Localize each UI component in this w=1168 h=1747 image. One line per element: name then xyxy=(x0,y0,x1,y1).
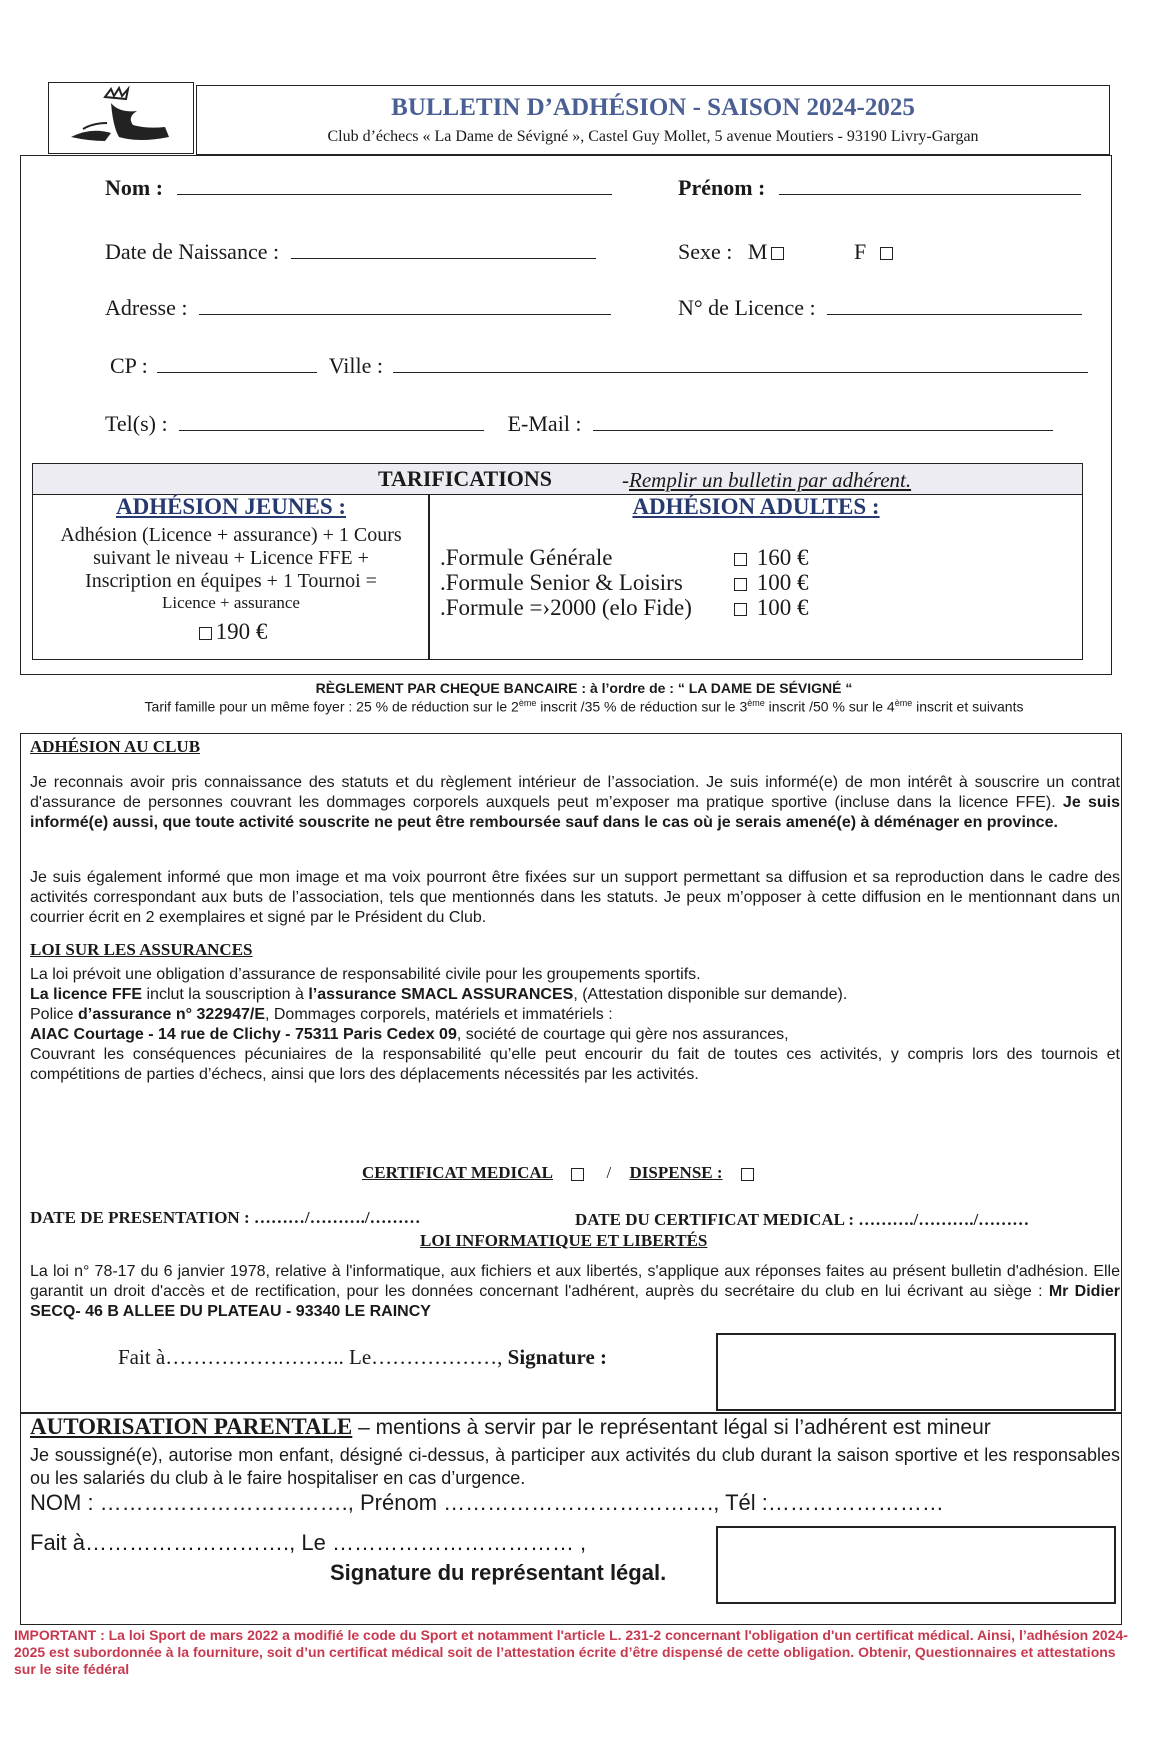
formule-row xyxy=(440,570,809,595)
jeunes-price: 190 € xyxy=(215,619,268,644)
parentale-header xyxy=(30,1414,991,1440)
tarifs-header-band xyxy=(33,464,1082,495)
jeunes-line-2: suivant le niveau + Licence FFE + xyxy=(93,547,369,569)
parentale-text: Je soussigné(e), autorise mon enfant, désigné ci-dessus, à participer aux activités du club durant la saison sportive et les responsables ou les salariés du club à le faire hospitaliser en cas d’urgence. xyxy=(30,1445,1120,1488)
tarif-famille-a: Tarif famille pour un même foyer : 25 % de réduction sur le 2 xyxy=(144,698,519,715)
assurances-l3-a: Police xyxy=(30,1006,79,1023)
cp-field[interactable] xyxy=(157,354,317,373)
representant-signature-label: Signature du représentant légal. xyxy=(330,1560,667,1585)
reglement-line-1: RÈGLEMENT PAR CHEQUE BANCAIRE : à l’ordre de : “ LA DAME DE SÉVIGNÉ “ xyxy=(315,680,853,696)
representant-signature-box[interactable] xyxy=(716,1526,1116,1604)
page-subtitle: Club d’échecs « La Dame de Sévigné », Castel Guy Mollet, 5 avenue Moutiers - 93190 Livry-Gargan xyxy=(327,128,979,145)
tarif-famille-c: inscrit /50 % sur le 4 xyxy=(764,698,895,715)
licence-field[interactable] xyxy=(827,296,1082,315)
sexe-row xyxy=(678,239,897,265)
formule-label: .Formule =›2000 (elo Fide) xyxy=(440,595,692,620)
sup-eme-4: ème xyxy=(894,698,913,708)
aiac-courtage: AIAC Courtage - 14 rue de Clichy - 75311 Paris Cedex 09 xyxy=(30,1026,457,1043)
tarifs-note-text: Remplir un bulletin par adhérent. xyxy=(629,468,912,492)
email-label: E-Mail : xyxy=(507,411,582,436)
siege-address: Mr Didier SECQ- 46 B ALLEE DU PLATEAU - 93340 LE RAINCY xyxy=(30,1283,1121,1320)
sexe-m-label: M xyxy=(747,239,768,264)
tarif-famille-b: inscrit /35 % de réduction sur le 3 xyxy=(536,698,748,715)
assurances-l3-end: , Dommages corporels, matériels et immatériels : xyxy=(264,1006,613,1023)
sexe-label: Sexe : xyxy=(678,239,733,264)
email-field[interactable] xyxy=(593,412,1053,431)
formule-checkbox[interactable] xyxy=(734,578,747,591)
smacl: l’assurance SMACL ASSURANCES xyxy=(308,986,574,1003)
assurances-l4-end: , société de courtage qui gère nos assurances, xyxy=(456,1026,789,1043)
reglement-line-2 xyxy=(0,698,1168,715)
assurances-line-4 xyxy=(30,1025,1120,1045)
medical-row xyxy=(362,1163,758,1183)
tel-field[interactable] xyxy=(179,412,484,431)
tarif-famille-d: inscrit et suivants xyxy=(912,698,1024,715)
formule-price: 100 € xyxy=(756,595,809,620)
adultes-list xyxy=(440,545,809,620)
prenom-field[interactable] xyxy=(779,176,1081,195)
informatique-text xyxy=(30,1262,1120,1322)
adresse-row xyxy=(105,295,611,321)
sexe-f-checkbox[interactable] xyxy=(880,247,893,260)
prenom-label: Prénom : xyxy=(678,175,766,200)
jeunes-checkbox[interactable] xyxy=(199,627,212,640)
header-box xyxy=(196,85,1110,155)
assurances-l2-end: , (Attestation disponible sur demande). xyxy=(573,986,848,1003)
cp-label: CP : xyxy=(110,353,148,378)
jeunes-line-4: Licence + assurance xyxy=(162,593,300,612)
nom-row xyxy=(105,175,612,201)
important-notice: IMPORTANT : La loi Sport de mars 2022 a modifié le code du Sport et notamment l'article L. 231-2 concernant l'obligation d'un certificat médical. Ainsi, l’adhésion 2024-2025 est subordonnée à la fourniture, soit d’un certificat médical soit de l’attestation écrite d’être dispensé de cette obligation. Obtenir, Questionnaires et attestations sur le site fédéral xyxy=(14,1627,1128,1677)
sexe-m-checkbox[interactable] xyxy=(771,247,784,260)
jeunes-column xyxy=(34,494,428,645)
tel-row xyxy=(105,411,1053,437)
club-paragraph-2: Je suis également informé que mon image et ma voix pourront être fixées sur un support permettant sa diffusion et sa reproduction dans le cadre des activités correspondant aux buts de l’association, tels que mentionnés dans les statuts. Je peux m’opposer à cette diffusion en le mentionnant dans un courrier écrit en 2 exemplaires et signé par le Président du Club. xyxy=(30,869,1120,926)
formule-checkbox[interactable] xyxy=(734,603,747,616)
dispense-label: DISPENSE : xyxy=(629,1163,723,1182)
date-presentation: DATE DE PRESENTATION : ………/………./……… xyxy=(30,1208,421,1227)
informatique-title: LOI INFORMATIQUE ET LIBERTÉS xyxy=(420,1231,708,1250)
assurances-line-2 xyxy=(30,985,1120,1005)
assurances-title: LOI SUR LES ASSURANCES xyxy=(30,940,253,959)
adultes-title: ADHÉSION ADULTES : xyxy=(632,494,880,519)
assurances-l2-mid: inclut la souscription à xyxy=(142,986,309,1003)
assurances-line-5: Couvrant les conséquences pécuniaires de la responsabilité qu’elle peut encourir du fait de toutes ces activités, y compris lors des tournois et compétitions de parties d’échecs, ainsi que lors des déplacements nécessités par les activités. xyxy=(30,1046,1120,1083)
signature-box[interactable] xyxy=(716,1333,1116,1411)
club-p1-text: Je reconnais avoir pris connaissance des statuts et du règlement intérieur de l’association. Je suis informé(e) de mon intérêt à souscrire un contrat d'assurance de personnes couvrant les dommages corporels auxquels peut m’exposer ma pratique sportive (incluse dans la licence FFE). xyxy=(30,774,1120,811)
formule-row xyxy=(440,595,809,620)
formule-label: .Formule Générale xyxy=(440,545,613,570)
formule-price: 160 € xyxy=(756,545,809,570)
jeunes-price-row xyxy=(34,619,428,645)
tarifs-note xyxy=(622,468,911,493)
sexe-f-label: F xyxy=(853,239,867,264)
sup-eme-2: ème xyxy=(518,698,537,708)
formule-row xyxy=(440,545,809,570)
adresse-label: Adresse : xyxy=(105,295,188,320)
club-paragraph-1 xyxy=(30,773,1120,833)
licence-row xyxy=(678,295,1082,321)
club-p1-bold: Je suis informé(e) aussi, que toute activité souscrite ne peut être remboursée sauf dans le cas où je serais amené(e) à déménager en province. xyxy=(30,794,1120,831)
parentale-title: AUTORISATION PARENTALE xyxy=(30,1414,353,1439)
licence-ffe: La licence FFE xyxy=(30,986,143,1003)
jeunes-title: ADHÉSION JEUNES : xyxy=(115,494,347,519)
page-title: BULLETIN D’ADHÉSION - SAISON 2024-2025 xyxy=(391,94,915,121)
assurances-line-3 xyxy=(30,1005,1120,1025)
parentale-nom-row: NOM : ……………………………., Prénom ………………………………., Tél :…………………… xyxy=(30,1490,944,1515)
nom-field[interactable] xyxy=(177,176,612,195)
assurances-body xyxy=(30,965,1120,1085)
certificat-checkbox[interactable] xyxy=(571,1168,584,1181)
club-title: ADHÉSION AU CLUB xyxy=(30,737,201,756)
medical-slash: / xyxy=(606,1163,612,1182)
prenom-row xyxy=(678,175,1081,201)
tel-label: Tel(s) : xyxy=(105,411,168,436)
formule-label: .Formule Senior & Loisirs xyxy=(440,570,683,595)
signature-label: Signature : xyxy=(507,1345,608,1369)
sup-eme-3: ème xyxy=(747,698,765,708)
date-naissance-label: Date de Naissance : xyxy=(105,239,280,264)
date-certificat: DATE DU CERTIFICAT MEDICAL : ………./………./……… xyxy=(575,1210,1030,1229)
signature-row xyxy=(118,1345,607,1370)
logo-box xyxy=(48,82,194,154)
ville-field[interactable] xyxy=(393,354,1088,373)
tarifs-note-dash: - xyxy=(622,468,629,492)
parentale-subtitle: – mentions à servir par le représentant légal si l’adhérent est mineur xyxy=(352,1416,991,1439)
jeunes-line-1: Adhésion (Licence + assurance) + 1 Cours xyxy=(60,524,402,546)
formule-checkbox[interactable] xyxy=(734,553,747,566)
licence-label: N° de Licence : xyxy=(678,295,816,320)
cp-row xyxy=(110,353,1088,379)
dispense-checkbox[interactable] xyxy=(741,1168,754,1181)
jeunes-line-3: Inscription en équipes + 1 Tournoi = xyxy=(85,570,377,592)
adresse-field[interactable] xyxy=(199,296,611,315)
assurances-line-1: La loi prévoit une obligation d’assurance de responsabilité civile pour les groupements sportifs. xyxy=(30,966,701,983)
certificat-label: CERTIFICAT MEDICAL xyxy=(362,1163,553,1182)
nom-label: Nom : xyxy=(105,175,164,200)
date-naissance-field[interactable] xyxy=(291,240,596,259)
tarifs-heading: TARIFICATIONS xyxy=(378,466,552,491)
police-number: d’assurance n° 322947/E xyxy=(78,1006,265,1023)
informatique-body: La loi n° 78-17 du 6 janvier 1978, relative à l'informatique, aux fichiers et aux libertés, s'applique aux réponses faites au présent bulletin d'adhésion. Elle garantit un droit d'accès et de rectification, pour les données concernant l'adhérent, auprès du secrétaire du club en lui écrivant au siège : xyxy=(30,1263,1120,1300)
naissance-row xyxy=(105,239,596,265)
ville-label: Ville : xyxy=(328,353,383,378)
formule-price: 100 € xyxy=(756,570,809,595)
fait-a-line: Fait à…………………….. Le………………, xyxy=(118,1345,508,1369)
parentale-fait-row: Fait à………………………., Le …………………………… , xyxy=(30,1530,587,1555)
chess-queen-logo-icon xyxy=(63,85,183,151)
